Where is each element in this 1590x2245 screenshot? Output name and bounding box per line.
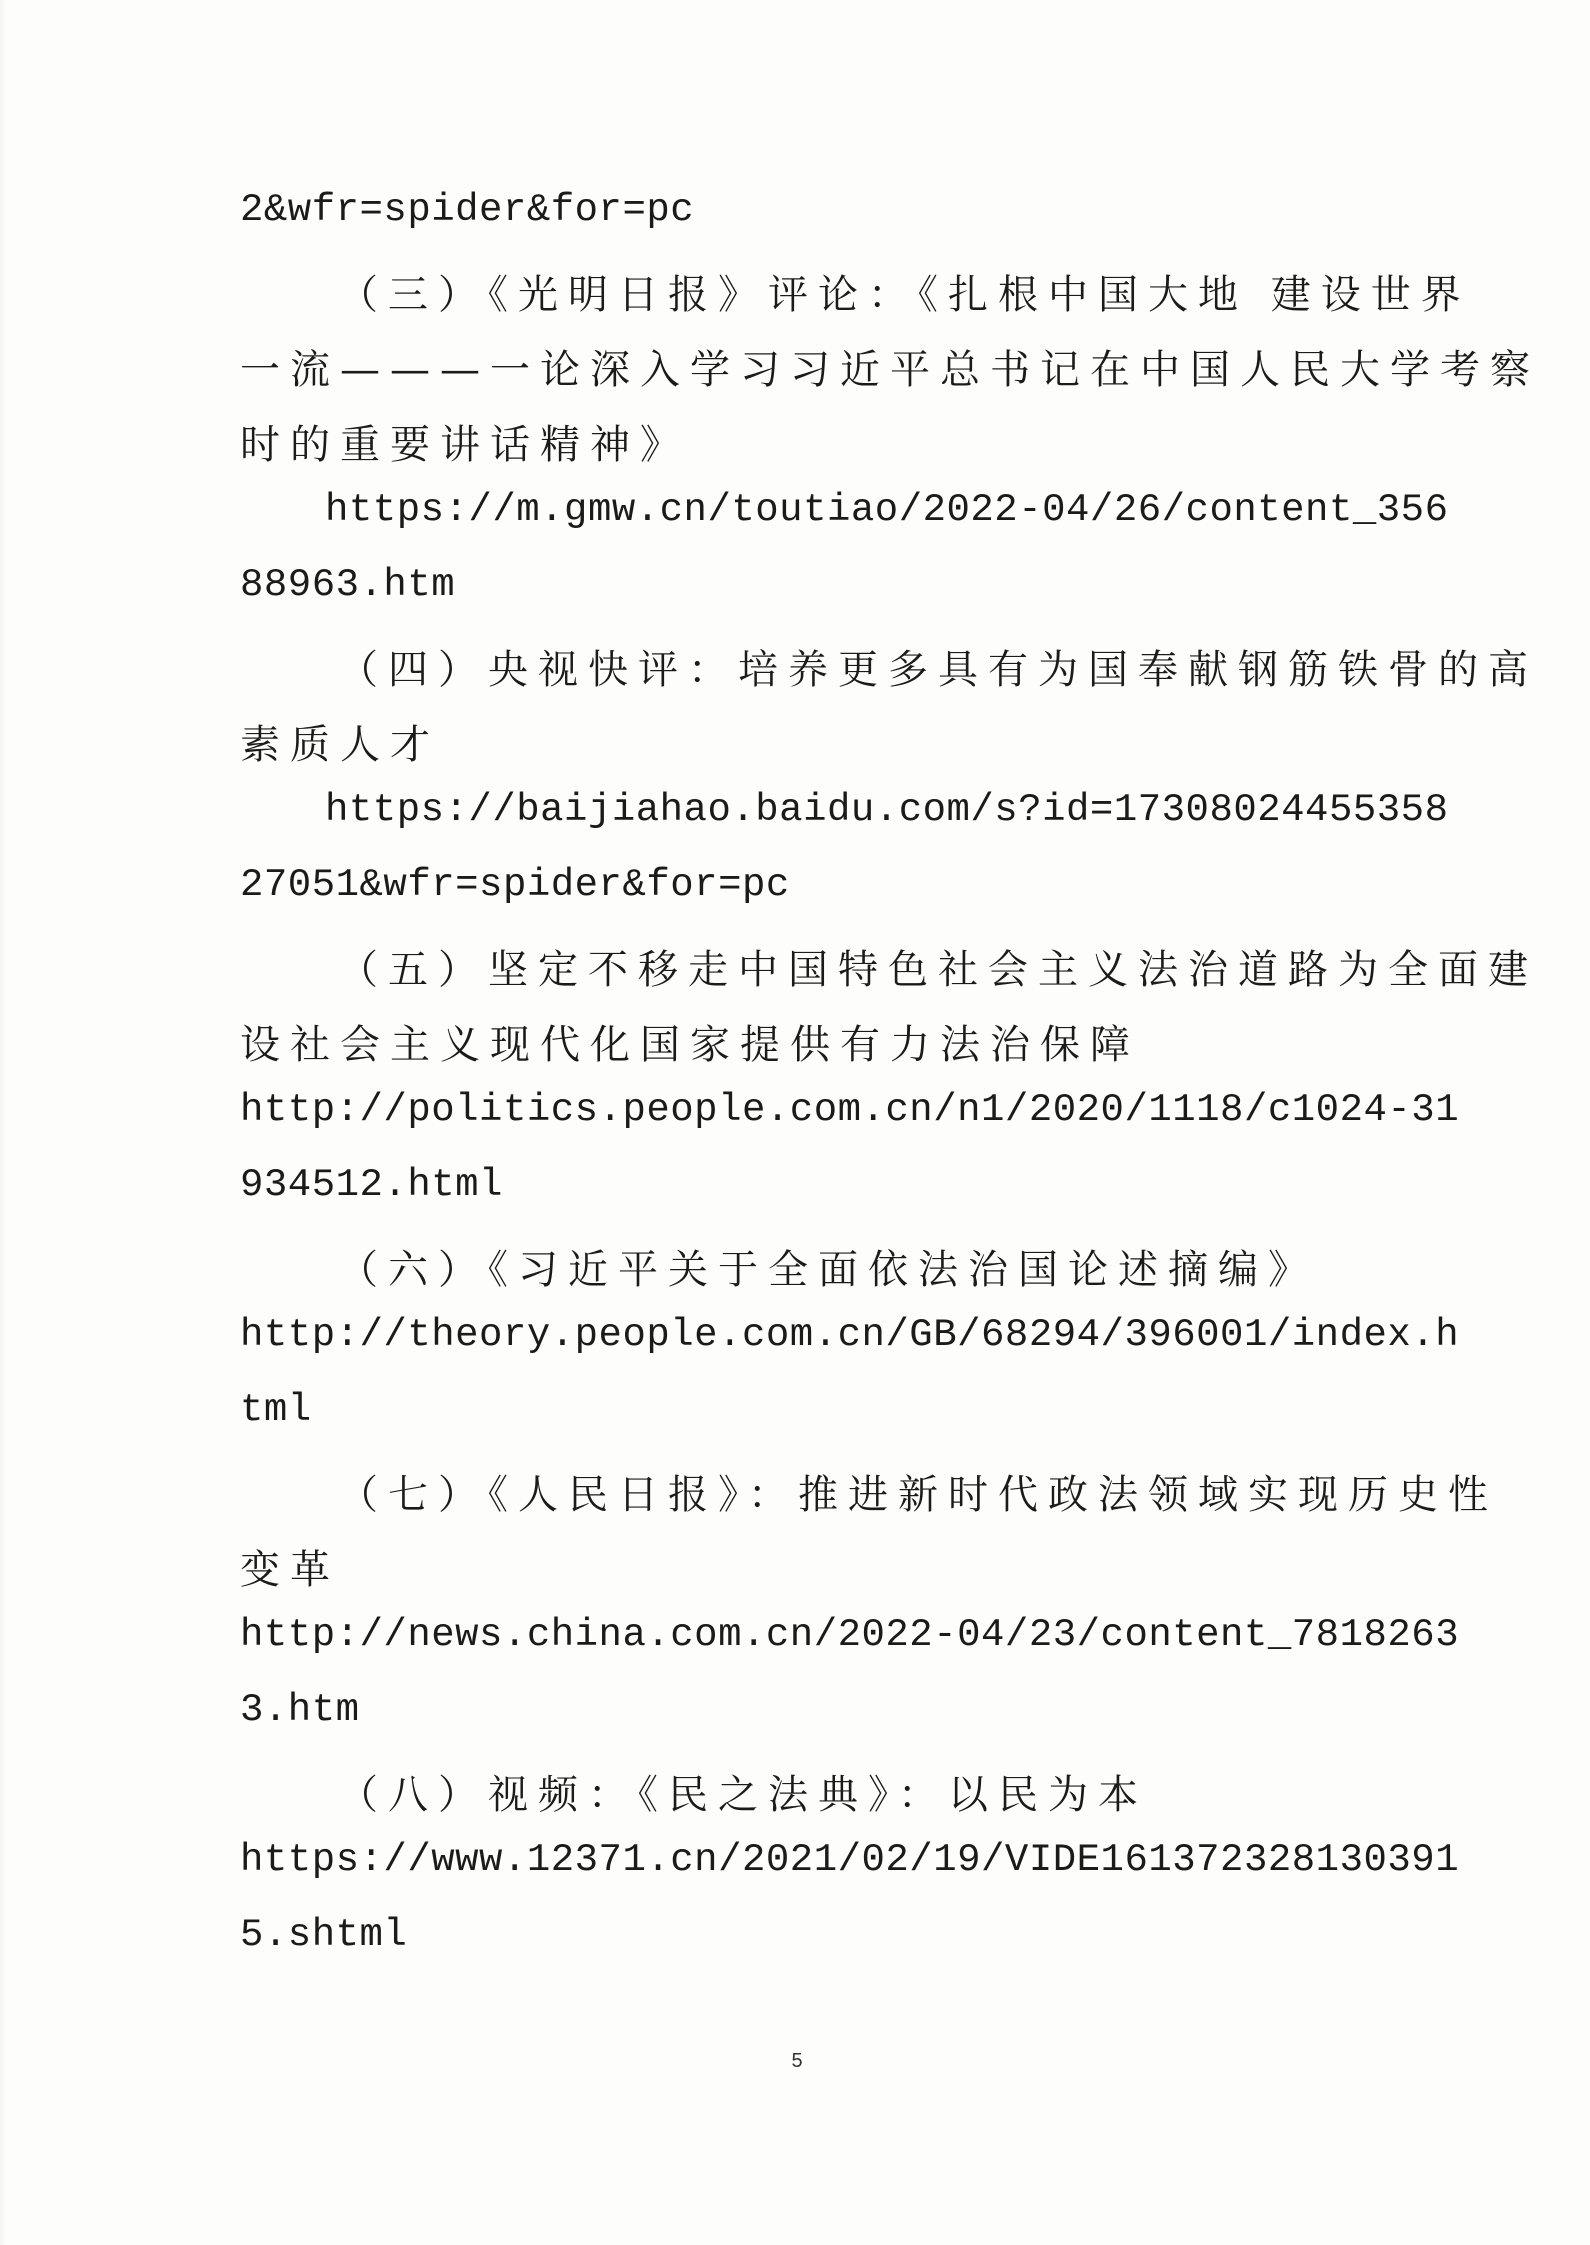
- item-3-title-line-2: 一流———一论深入学习习近平总书记在中国人民大学考察: [240, 347, 1540, 393]
- item-4-url-line-2[interactable]: 27051&wfr=spider&for=pc: [240, 863, 790, 907]
- item-7-url-line-1[interactable]: http://news.china.com.cn/2022-04/23/content_7818263: [240, 1613, 1460, 1657]
- item-5-url-line-1[interactable]: http://politics.people.com.cn/n1/2020/1118/c1024-31: [240, 1088, 1460, 1132]
- item-7-url-line-2[interactable]: 3.htm: [240, 1688, 360, 1732]
- item-4-title-line-2: 素质人才: [240, 722, 440, 768]
- item-3-title-line-3: 时的重要讲话精神》: [240, 422, 690, 468]
- item-4-url-line-1[interactable]: https://baijiahao.baidu.com/s?id=17308024455358: [325, 788, 1449, 832]
- item-3-url-line-2[interactable]: 88963.htm: [240, 563, 456, 607]
- item-3-title-line-1: （三）《光明日报》评论：《扎根中国大地 建设世界: [338, 272, 1471, 318]
- page-number: 5: [791, 2050, 803, 2072]
- item-8-title-line-1: （八）视频：《民之法典》：以民为本: [338, 1772, 1148, 1818]
- item-4-title-line-1: （四）央视快评：培养更多具有为国奉献钢筋铁骨的高: [338, 647, 1538, 693]
- item-7-title-line-1: （七）《人民日报》：推进新时代政法领域实现历史性: [338, 1472, 1498, 1518]
- item-6-url-line-2[interactable]: tml: [240, 1388, 312, 1432]
- url-continuation-line: 2&wfr=spider&for=pc: [240, 188, 695, 232]
- scan-edge-shadow: [0, 0, 6, 2245]
- item-5-title-line-2: 设社会主义现代化国家提供有力法治保障: [240, 1022, 1140, 1068]
- item-8-url-line-2[interactable]: 5.shtml: [240, 1913, 408, 1957]
- item-8-url-line-1[interactable]: https://www.12371.cn/2021/02/19/VIDE161372328130391: [240, 1838, 1460, 1882]
- item-6-url-line-1[interactable]: http://theory.people.com.cn/GB/68294/396001/index.h: [240, 1313, 1460, 1357]
- item-5-title-line-1: （五）坚定不移走中国特色社会主义法治道路为全面建: [338, 947, 1538, 993]
- item-3-url-line-1[interactable]: https://m.gmw.cn/toutiao/2022-04/26/content_356: [325, 488, 1449, 532]
- item-7-title-line-2: 变革: [240, 1547, 340, 1593]
- item-6-title-line-1: （六）《习近平关于全面依法治国论述摘编》: [338, 1247, 1318, 1293]
- item-5-url-line-2[interactable]: 934512.html: [240, 1163, 503, 1207]
